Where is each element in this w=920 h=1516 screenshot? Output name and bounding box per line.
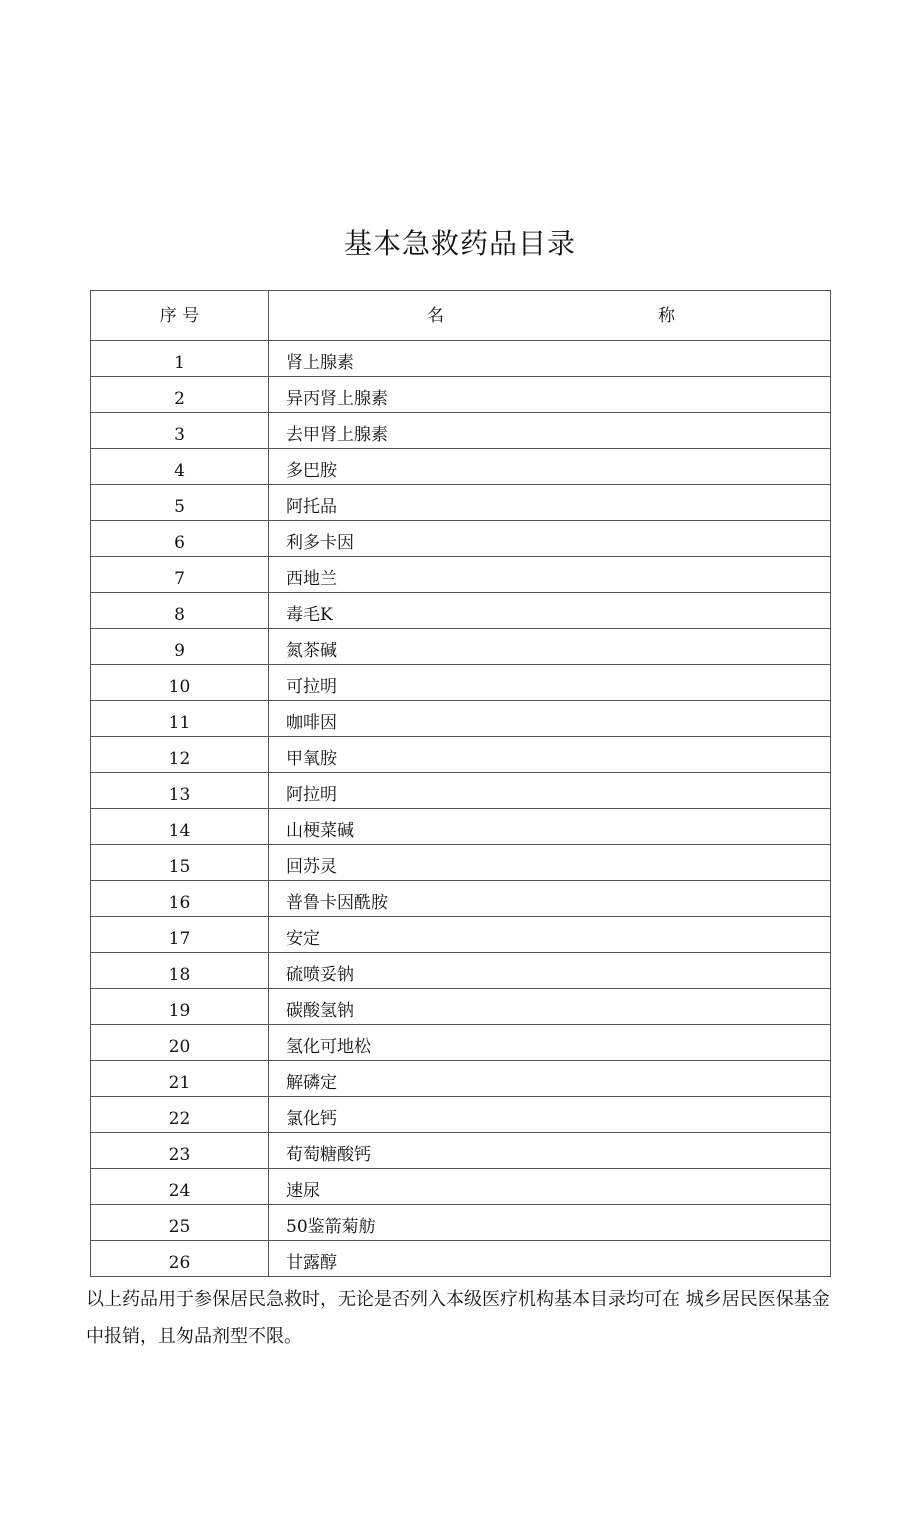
table-row (91, 449, 831, 485)
drug-name: 速尿 (269, 1169, 831, 1205)
row-number: 16 (91, 881, 269, 917)
row-number: 11 (91, 701, 269, 737)
row-number: 26 (91, 1241, 269, 1277)
drug-name: 碳酸氢钠 (269, 989, 831, 1025)
drug-name: 硫喷妥钠 (269, 953, 831, 989)
table-row (91, 413, 831, 449)
table-row (91, 485, 831, 521)
table-row (91, 341, 831, 377)
drug-name: 异丙肾上腺素 (269, 377, 831, 413)
drug-name: 解磷定 (269, 1061, 831, 1097)
table-row (91, 377, 831, 413)
row-number: 12 (91, 737, 269, 773)
drug-name: 甲氧胺 (269, 737, 831, 773)
page-title: 基本急救药品目录 (343, 227, 576, 260)
table-row (91, 773, 831, 809)
header-name (269, 291, 831, 341)
drug-name: 氮茶碱 (269, 629, 831, 665)
row-number: 3 (91, 413, 269, 449)
table-row (91, 1205, 831, 1241)
drug-name: 氢化可地松 (269, 1025, 831, 1061)
drug-name: 普鲁卡因酰胺 (269, 881, 831, 917)
drug-name: 安定 (269, 917, 831, 953)
table-row (91, 665, 831, 701)
drug-name: 去甲肾上腺素 (269, 413, 831, 449)
drug-name: 阿拉明 (269, 773, 831, 809)
table-row (91, 1169, 831, 1205)
row-number: 21 (91, 1061, 269, 1097)
row-number: 24 (91, 1169, 269, 1205)
table-header (91, 291, 831, 341)
drug-name: 荀萄糖酸钙 (269, 1133, 831, 1169)
table-row (91, 557, 831, 593)
table-row (91, 809, 831, 845)
footnote: 以上药品用于参保居民急救时，无论是否列入本级医疗机构基本目录均可在 城乡居民医保基金中报销，且匆品剂型不限。 (86, 1289, 830, 1347)
row-number: 7 (91, 557, 269, 593)
table-row (91, 737, 831, 773)
table-row (91, 845, 831, 881)
row-number: 14 (91, 809, 269, 845)
header-name-part1: 名 (427, 305, 444, 326)
row-number: 9 (91, 629, 269, 665)
row-number: 5 (91, 485, 269, 521)
drug-name: 西地兰 (269, 557, 831, 593)
table-row (91, 701, 831, 737)
header-name-part2: 称 (658, 305, 675, 326)
table-row (91, 1097, 831, 1133)
row-number: 19 (91, 989, 269, 1025)
row-number: 6 (91, 521, 269, 557)
row-number: 13 (91, 773, 269, 809)
table-row (91, 629, 831, 665)
drug-name: 咖啡因 (269, 701, 831, 737)
table-row (91, 917, 831, 953)
drug-name: 山梗菜碱 (269, 809, 831, 845)
row-number: 8 (91, 593, 269, 629)
row-number: 15 (91, 845, 269, 881)
table-row (91, 593, 831, 629)
table-row (91, 521, 831, 557)
header-index: 序 号 (91, 291, 269, 341)
drug-name: 可拉明 (269, 665, 831, 701)
row-number: 2 (91, 377, 269, 413)
drug-table (90, 290, 831, 1277)
row-number: 18 (91, 953, 269, 989)
row-number: 25 (91, 1205, 269, 1241)
drug-name: 阿托品 (269, 485, 831, 521)
drug-name: 回苏灵 (269, 845, 831, 881)
row-number: 23 (91, 1133, 269, 1169)
table-row (91, 1133, 831, 1169)
drug-name: 甘露醇 (269, 1241, 831, 1277)
row-number: 20 (91, 1025, 269, 1061)
table-row (91, 1061, 831, 1097)
table-row (91, 1241, 831, 1277)
row-number: 4 (91, 449, 269, 485)
drug-name: 多巴胺 (269, 449, 831, 485)
row-number: 1 (91, 341, 269, 377)
row-number: 22 (91, 1097, 269, 1133)
row-number: 10 (91, 665, 269, 701)
drug-name: 肾上腺素 (269, 341, 831, 377)
row-number: 17 (91, 917, 269, 953)
content-area (86, 290, 846, 1355)
drug-name: 利多卡因 (269, 521, 831, 557)
table-row (91, 881, 831, 917)
table-row (91, 1025, 831, 1061)
drug-name: 毒毛K (269, 593, 831, 629)
drug-name: 50鉴箭菊舫 (269, 1205, 831, 1241)
table-row (91, 989, 831, 1025)
table-row (91, 953, 831, 989)
drug-name: 氯化钙 (269, 1097, 831, 1133)
